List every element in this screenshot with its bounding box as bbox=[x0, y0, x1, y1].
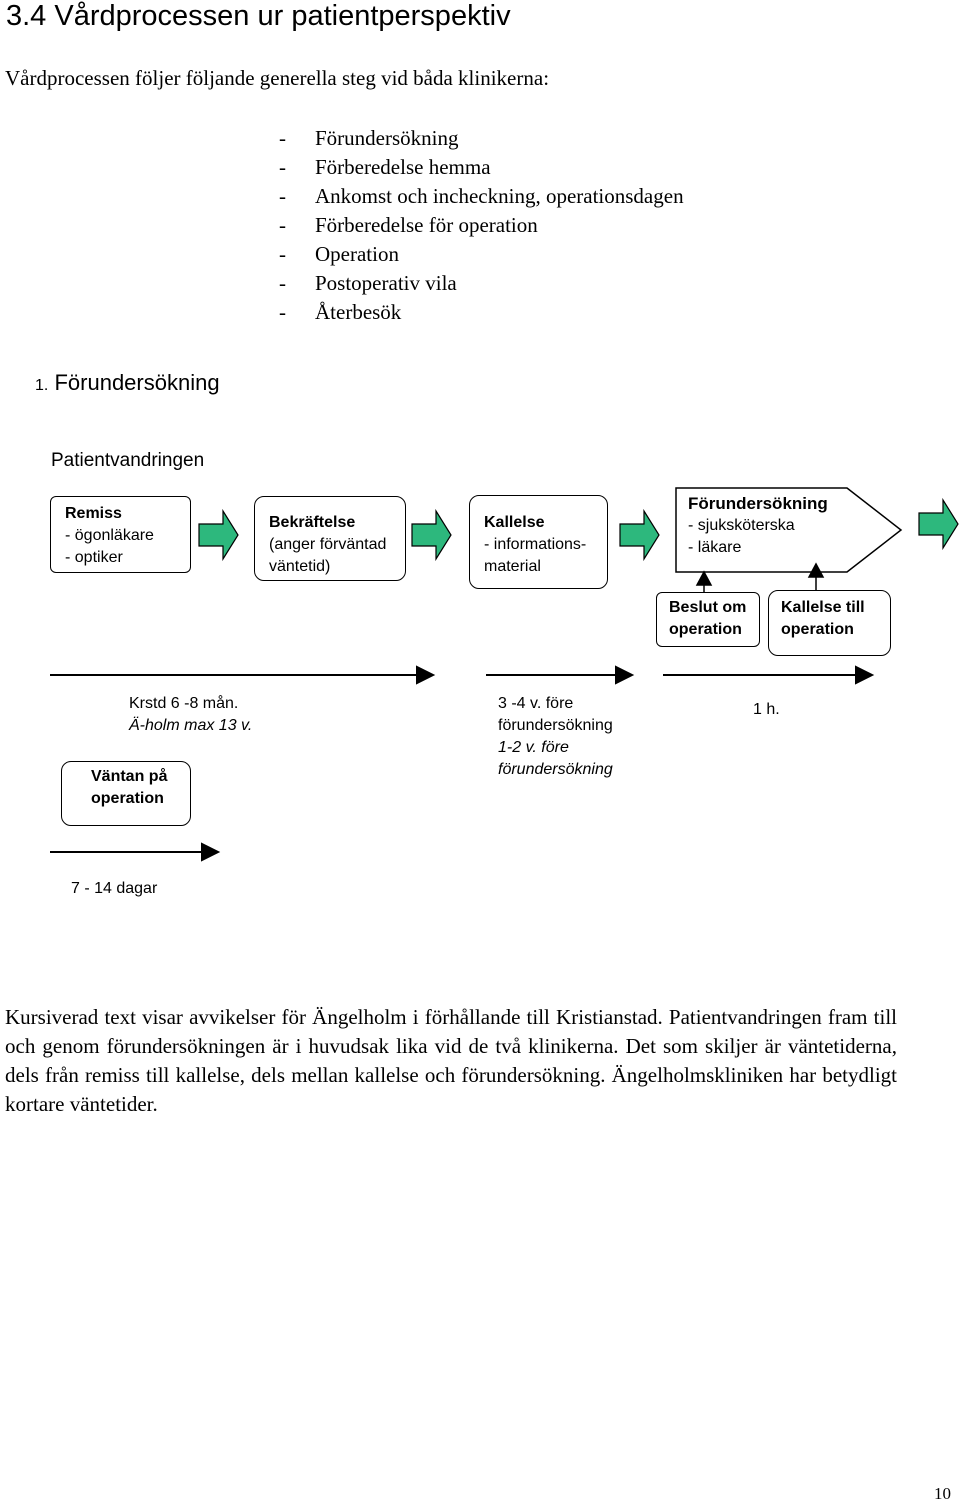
step-item: - Förberedelse för operation bbox=[279, 213, 538, 237]
page-number: 10 bbox=[934, 1484, 951, 1503]
kallelse-till-box: Kallelse till operation bbox=[768, 590, 891, 656]
flow-title: Patientvandringen bbox=[51, 450, 205, 471]
timeline-label: Krstd 6 -8 mån. bbox=[129, 695, 239, 712]
flow-arrow-icon bbox=[412, 511, 451, 559]
step-item: - Förundersökning bbox=[279, 126, 459, 150]
flow-arrow-icon bbox=[919, 500, 958, 548]
timeline-arrow-icon bbox=[417, 667, 433, 683]
beslut-box: Beslut om operation bbox=[656, 592, 760, 647]
body-paragraph: Kursiverad text visar avvikelser för Ängelholm i förhållande till Kristianstad. Patientvandringen fram till och genom förundersökningen är i huvudsak lika vid de två klinikerna. Det som skiljer är väntetiderna, dels från remiss till kallelse, dels mellan kallelse och förundersökning. Ängelholmskliniken har betydligt kortare väntetider. bbox=[5, 1005, 897, 1116]
timeline-label: 3 -4 v. före bbox=[498, 695, 574, 712]
step-item: - Postoperativ vila bbox=[279, 271, 457, 295]
timeline-label: 7 - 14 dagar bbox=[71, 880, 158, 897]
timeline-arrow-icon bbox=[856, 667, 872, 683]
up-arrow-icon bbox=[697, 572, 711, 585]
kallelse-box: Kallelse - informations- material bbox=[469, 495, 608, 589]
forundersokning-label: Förundersökning - sjuksköterska - läkare bbox=[688, 494, 828, 556]
timeline-label: 1 h. bbox=[753, 701, 780, 718]
vantan-box: Väntan på operation bbox=[61, 761, 191, 826]
flow-arrow-icon bbox=[199, 511, 238, 559]
step-item: - Operation bbox=[279, 242, 399, 266]
timeline-label: förundersökning bbox=[498, 717, 613, 734]
step-item: - Ankomst och incheckning, operationsdagen bbox=[279, 184, 684, 208]
section-title: Förundersökning bbox=[54, 370, 220, 395]
step-item: - Återbesök bbox=[279, 300, 402, 324]
step-item: - Förberedelse hemma bbox=[279, 155, 491, 179]
timeline-label: 1-2 v. före bbox=[498, 739, 569, 756]
timeline-label: förundersökning bbox=[498, 761, 613, 778]
timeline-label: Ä-holm max 13 v. bbox=[129, 717, 253, 734]
bekraftelse-box: Bekräftelse (anger förväntad väntetid) bbox=[254, 496, 406, 581]
timeline-arrow-icon bbox=[202, 844, 218, 860]
flow-arrow-icon bbox=[620, 511, 659, 559]
remiss-box: Remiss - ögonläkare - optiker bbox=[50, 496, 191, 573]
timeline-arrow-icon bbox=[616, 667, 632, 683]
intro-text: Vårdprocessen följer följande generella steg vid båda klinikerna: bbox=[5, 66, 550, 90]
page-heading: 3.4 Vårdprocessen ur patientperspektiv bbox=[6, 0, 511, 32]
section-number: 1. bbox=[35, 377, 49, 394]
